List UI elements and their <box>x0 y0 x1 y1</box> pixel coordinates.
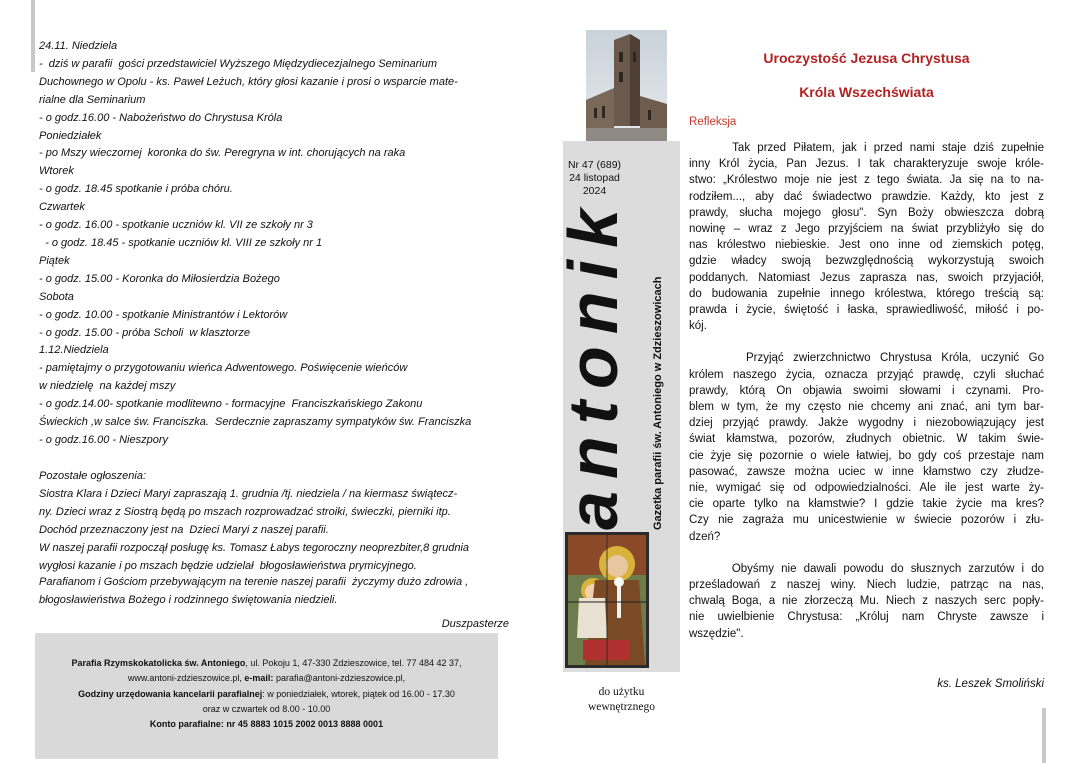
schedule-line: 24.11. Niedziela <box>39 40 118 52</box>
schedule-line: Sobota <box>39 290 74 303</box>
article-title-line-1: Uroczystość Jezusa Chrystusa <box>763 50 970 66</box>
schedule-line: Duchownego w Opolu - ks. Paweł Leżuch, który głosi kazanie i prosi o wsparcie mate- <box>39 75 458 88</box>
article-line: prawda i życie, świętość i łaska, sprawiedliwość, miłość i po- <box>689 304 1044 317</box>
masthead-title: antonik <box>554 197 632 530</box>
schedule-line: - pamiętajmy o przygotowaniu wieńca Adwentowego. Poświęcenie wieńców <box>39 362 408 375</box>
announcement-line: ny. Dzieci wraz z Siostrą będą po mszach rozprowadzać stroiki, świeczki, pierniki itp. <box>39 505 451 518</box>
website: www.antoni-zdzieszowice.pl, <box>127 673 245 684</box>
schedule-line: - dziś w parafii gości przedstawiciel Wyższego Międzydiecezjalnego Seminarium <box>39 57 437 70</box>
greeting-line: błogosławieństwa Bożego i rodzinnego świętowania niedzieli. <box>39 593 338 606</box>
office-hours: : w poniedziałek, wtorek, piątek od 16.00 - 17.30 <box>262 688 455 699</box>
masthead-subtitle: Gazetka parafii św. Antoniego w Zdzieszowicach <box>652 276 664 530</box>
contact-line-2 <box>35 671 498 686</box>
article-line: cie oparte tylko na kłamstwie? I gdzie takie życie ma kres? <box>689 498 1044 511</box>
article-line: rodziłem..., aby dać świadectwo prawdzie. Każdy, kto jest z <box>689 190 1044 203</box>
article-line: prześladowań z naszej winy. Niech ludzie, patrząc na nas, <box>689 579 1044 592</box>
paragraph-gap <box>689 545 1044 561</box>
article-line: nowinę – wraz z Jego przyjściem na świat przybliżyło się do <box>689 223 1044 236</box>
article-line: nie uwielbienie Chrystusa: „Króluj nam Chryste zawsze i <box>689 611 1044 624</box>
issue-info <box>563 159 626 198</box>
schedule-line: - o godz.16.00 - Nabożeństwo do Chrystusa Króla <box>39 111 283 124</box>
article-line: poddanych. Natomiast Jezus zaprasza nas, swoich przyjaciół, <box>689 271 1044 284</box>
article-line: wszędzie". <box>689 627 744 640</box>
parish-address: , ul. Pokoju 1, 47-330 Zdzieszowice, tel. 77 484 42 37, <box>245 658 462 668</box>
article-author: ks. Leszek Smoliński <box>937 678 1044 690</box>
schedule-line: - o godz. 10.00 - spotkanie Ministrantów i Lektorów <box>39 308 288 321</box>
announcement-line: Siostra Klara i Dzieci Maryi zapraszają 1. grudnia /tj. niedziela / na kiermasz świątecz- <box>39 487 458 500</box>
article-line: blem w tym, że my często nie chcemy ani znać, ani tym bar- <box>689 401 1044 414</box>
article-line: Przyjąć zwierzchnictwo Chrystusa Króla, uczynić Go <box>689 352 1044 365</box>
article-line: prawdy, słucha mojego głosu". Syn Boży obwieszcza dobrą <box>689 206 1044 219</box>
article-line: Tak przed Piłatem, jak i przed nami staje dziś zupełnie <box>689 142 1044 154</box>
internal-use-note: do użytku wewnętrznego <box>587 686 656 713</box>
issue-number: Nr 47 (689) <box>567 159 622 171</box>
email: parafia@antoni-zdzieszowice.pl, <box>273 673 406 684</box>
church-photo <box>586 30 667 141</box>
schedule-line: - o godz. 15.00 - próba Scholi w klasztorze <box>39 326 250 339</box>
greeting <box>39 574 509 610</box>
schedule-line: - o godz.14.00- spotkanie modlitewno - formacyjne Franciszkańskiego Zakonu <box>39 398 423 411</box>
schedule-line: w niedzielę na każdej mszy <box>39 380 176 393</box>
schedule-line: - o godz.16.00 - Nieszpory <box>39 433 169 446</box>
saint-anthony-image <box>565 532 649 668</box>
schedule-line: Czwartek <box>39 201 85 214</box>
paragraph-gap <box>689 334 1044 350</box>
article-title-line-2: Króla Wszechświata <box>799 84 934 100</box>
announcement-line: Dochód przeznaczony jest na Dzieci Maryi z naszej parafii. <box>39 523 329 536</box>
schedule-line: - o godz. 18.45 spotkanie i próba chóru. <box>39 183 233 196</box>
article-line: dzeń? <box>689 530 721 543</box>
article-line: pasować, zawsze można uciec w inne kłamstwo czy złudze- <box>689 465 1044 478</box>
contact-line-1 <box>35 656 498 671</box>
article-line: królem naszego życia, oznacza przyjąć prawdę, czyli słuchać <box>689 368 1044 381</box>
article-line: kój. <box>689 320 707 333</box>
article-line: do budowania zupełnie innego królestwa, którego treścią są: <box>689 287 1044 300</box>
schedule-line: Poniedziałek <box>39 129 102 142</box>
article-line: nas królestwo niebieskie. Jest ono inne od ziemskich potęg, <box>689 239 1044 252</box>
schedule-line: Świeckich ,w salce św. Franciszka. Serdecznie zapraszamy sympatyków św. Franciszka <box>39 416 472 429</box>
parish-name: Parafia Rzymskokatolicka św. Antoniego <box>71 658 246 668</box>
schedule-line: rialne dla Seminarium <box>39 93 146 106</box>
schedule-line: 1.12.Niedziela <box>39 344 109 357</box>
article-line: chwalą Boga, a nie złorzeczą Mu. Niech z naszych serc popły- <box>689 595 1044 608</box>
schedule-line: Wtorek <box>39 165 74 178</box>
contact-line-4: oraz w czwartek od 8.00 - 10.00 <box>202 703 331 714</box>
weekly-schedule <box>39 38 509 450</box>
article-line: nie, wymigać się od odpowiedzialności. Ale ile jest warte ży- <box>689 482 1044 495</box>
page-edge-right <box>1042 708 1046 763</box>
issue-date: 24 listopad <box>569 172 620 184</box>
announcement-line: W naszej parafii rozpoczął posługę ks. Tomasz Łabys tegoroczny neoprezbiter,8 grudnia <box>39 541 470 554</box>
article-line: stwo: „Królestwo moje nie jest z tego świata. Ja się na to na- <box>689 174 1044 187</box>
email-label: e-mail: <box>244 673 274 684</box>
article-line: gdzie władcy swoją bezwzględnością wykorzystują swoich <box>689 255 1044 268</box>
article-line: dziej przyjąć prawdy. Jakże wygodny i niezobowiązujący jest <box>689 417 1044 430</box>
article-line: inny Król życia, Pan Jezus. I tak charakteryzuje swoje króle- <box>689 158 1044 171</box>
section-label: Refleksja <box>689 116 737 128</box>
article-line: Obyśmy nie dawali powodu do słusznych zarzutów i do <box>689 562 1044 575</box>
page-edge-left <box>31 0 35 72</box>
schedule-line: - o godz. 16.00 - spotkanie uczniów kl. VII ze szkoły nr 3 <box>39 219 313 232</box>
article-line: Czy nie zagraża mu unicestwienie w świecie pozorów i złu- <box>689 514 1044 527</box>
bank-account: Konto parafialne: nr 45 8883 1015 2002 0013 8888 0001 <box>149 719 384 730</box>
announcement-line: wygłosi kazanie i po mszach będzie udzielał błogosławieństwa prymicyjnego. <box>39 559 417 572</box>
schedule-line: - o godz. 15.00 - Koronka do Miłosierdzia Bożego <box>39 272 280 285</box>
article-body <box>689 140 1044 642</box>
hours-label: Godziny urzędowania kancelarii parafialnej <box>78 688 263 699</box>
contact-box <box>35 633 498 759</box>
schedule-line: Piątek <box>39 254 70 267</box>
signature: Duszpasterze <box>441 618 509 630</box>
schedule-line: - po Mszy wieczornej koronka do św. Peregryna w int. chorujących na raka <box>39 147 406 160</box>
greeting-line: Parafianom i Gościom przebywającym na terenie naszej parafii życzymy dużo zdrowia , <box>39 576 469 588</box>
other-announcements <box>39 468 509 575</box>
article-line: cie żyje się pozornie o wiele łatwiej, bo gdy coś przestaje nam <box>689 449 1044 462</box>
announcement-line: Pozostałe ogłoszenia: <box>39 470 147 482</box>
article-line: świat kłamstwa, pozorów, złudnych obietnic. W takim świe- <box>689 433 1044 446</box>
contact-line-3 <box>35 687 498 702</box>
article-line: prawdy, którą On objawia swoimi słowami i czynami. Pro- <box>689 384 1044 397</box>
masthead <box>554 197 638 530</box>
schedule-line: - o godz. 18.45 - spotkanie uczniów kl. VIII ze szkoły nr 1 <box>39 236 323 249</box>
issue-year: 2024 <box>582 185 607 197</box>
